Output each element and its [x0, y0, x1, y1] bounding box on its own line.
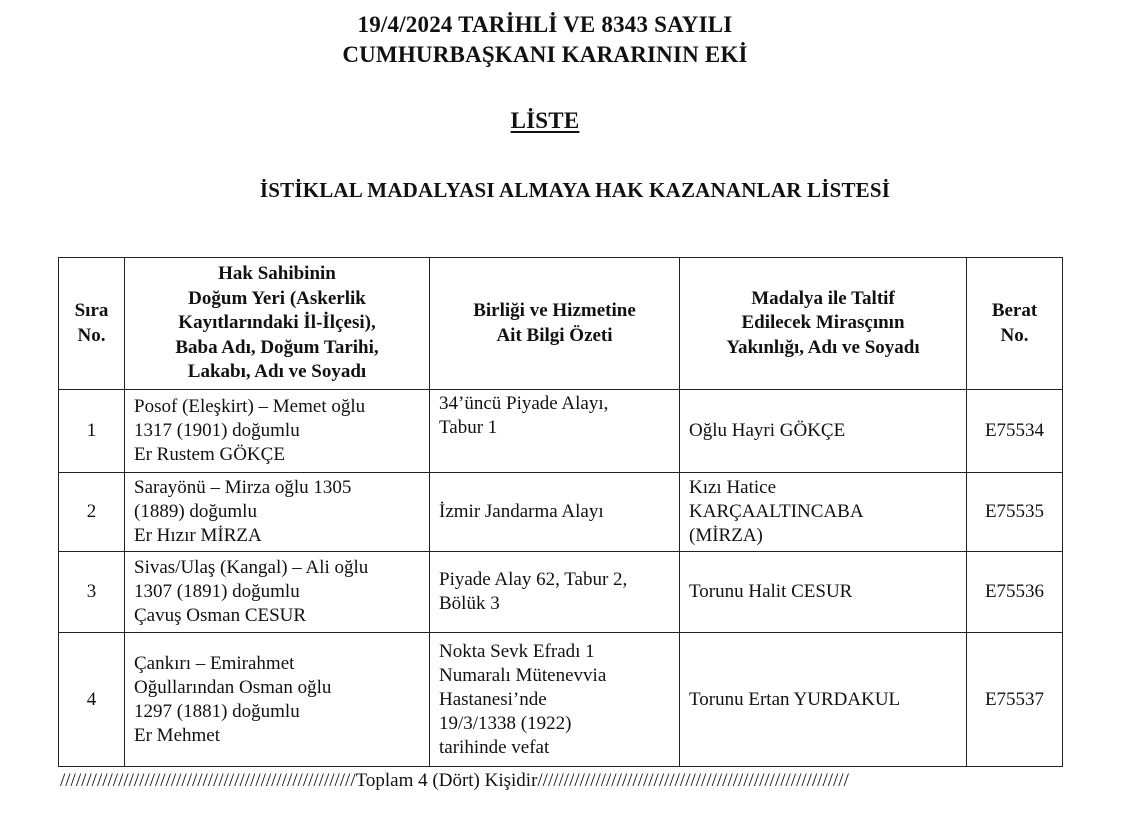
- header-birlik: Birliği ve Hizmetine Ait Bilgi Özeti: [430, 258, 680, 390]
- table-row: [59, 633, 1063, 767]
- table-footer-total: [60, 768, 1070, 794]
- berat-number: E75534: [967, 390, 1063, 473]
- medal-recipients-table: [58, 257, 1063, 767]
- footer-fill-left: ////////////////////////////////////////////////////////: [60, 770, 356, 791]
- list-heading: LİSTE: [510, 108, 580, 133]
- row-number: 3: [59, 552, 125, 633]
- row-number: 4: [59, 633, 125, 767]
- footer-total-text: Toplam 4 (Dört) Kişidir: [355, 770, 538, 791]
- hak-sahibi-cell: Sivas/Ulaş (Kangal) – Ali oğlu 1307 (1891) doğumlu Çavuş Osman CESUR: [125, 552, 430, 633]
- mirasci-cell: Kızı Hatice KARÇAALTINCABA (MİRZA): [680, 473, 967, 552]
- berat-number: E75537: [967, 633, 1063, 767]
- list-subtitle: İSTİKLAL MADALYASI ALMAYA HAK KAZANANLAR LİSTESİ: [259, 178, 891, 202]
- table-row: [59, 390, 1063, 473]
- decision-title-line2: CUMHURBAŞKANI KARARININ EKİ: [342, 42, 748, 67]
- hak-sahibi-cell: Çankırı – Emirahmet Oğullarından Osman oğlu 1297 (1881) doğumlu Er Mehmet: [125, 633, 430, 767]
- mirasci-cell: Torunu Halit CESUR: [680, 552, 967, 633]
- hak-sahibi-cell: Sarayönü – Mirza oğlu 1305 (1889) doğumlu Er Hızır MİRZA: [125, 473, 430, 552]
- birlik-cell: 34’üncü Piyade Alayı, Tabur 1: [430, 390, 680, 473]
- header-hak-sahibi: Hak Sahibinin Doğum Yeri (Askerlik Kayıtlarındaki İl-İlçesi), Baba Adı, Doğum Tarihi, Lakabı, Adı ve Soyadı: [125, 258, 430, 390]
- hak-sahibi-cell: Posof (Eleşkirt) – Memet oğlu 1317 (1901) doğumlu Er Rustem GÖKÇE: [125, 390, 430, 473]
- table-row: [59, 552, 1063, 633]
- birlik-cell: İzmir Jandarma Alayı: [430, 473, 680, 552]
- row-number: 1: [59, 390, 125, 473]
- header-berat-no: Berat No.: [967, 258, 1063, 390]
- header-sira-no: Sıra No.: [59, 258, 125, 390]
- berat-number: E75535: [967, 473, 1063, 552]
- mirasci-cell: Oğlu Hayri GÖKÇE: [680, 390, 967, 473]
- table-row: [59, 473, 1063, 552]
- table-header-row: [59, 258, 1063, 390]
- mirasci-cell: Torunu Ertan YURDAKUL: [680, 633, 967, 767]
- header-madalya-mirasci: Madalya ile Taltif Edilecek Mirasçının Yakınlığı, Adı ve Soyadı: [680, 258, 967, 390]
- berat-number: E75536: [967, 552, 1063, 633]
- decision-title-line1: 19/4/2024 TARİHLİ VE 8343 SAYILI: [357, 12, 733, 37]
- birlik-cell: Piyade Alay 62, Tabur 2, Bölük 3: [430, 552, 680, 633]
- row-number: 2: [59, 473, 125, 552]
- footer-fill-right: ///////////////////////////////////////////////////////////: [537, 770, 849, 791]
- birlik-cell: Nokta Sevk Efradı 1 Numaralı Mütenevvia Hastanesi’nde 19/3/1338 (1922) tarihinde vefat: [430, 633, 680, 767]
